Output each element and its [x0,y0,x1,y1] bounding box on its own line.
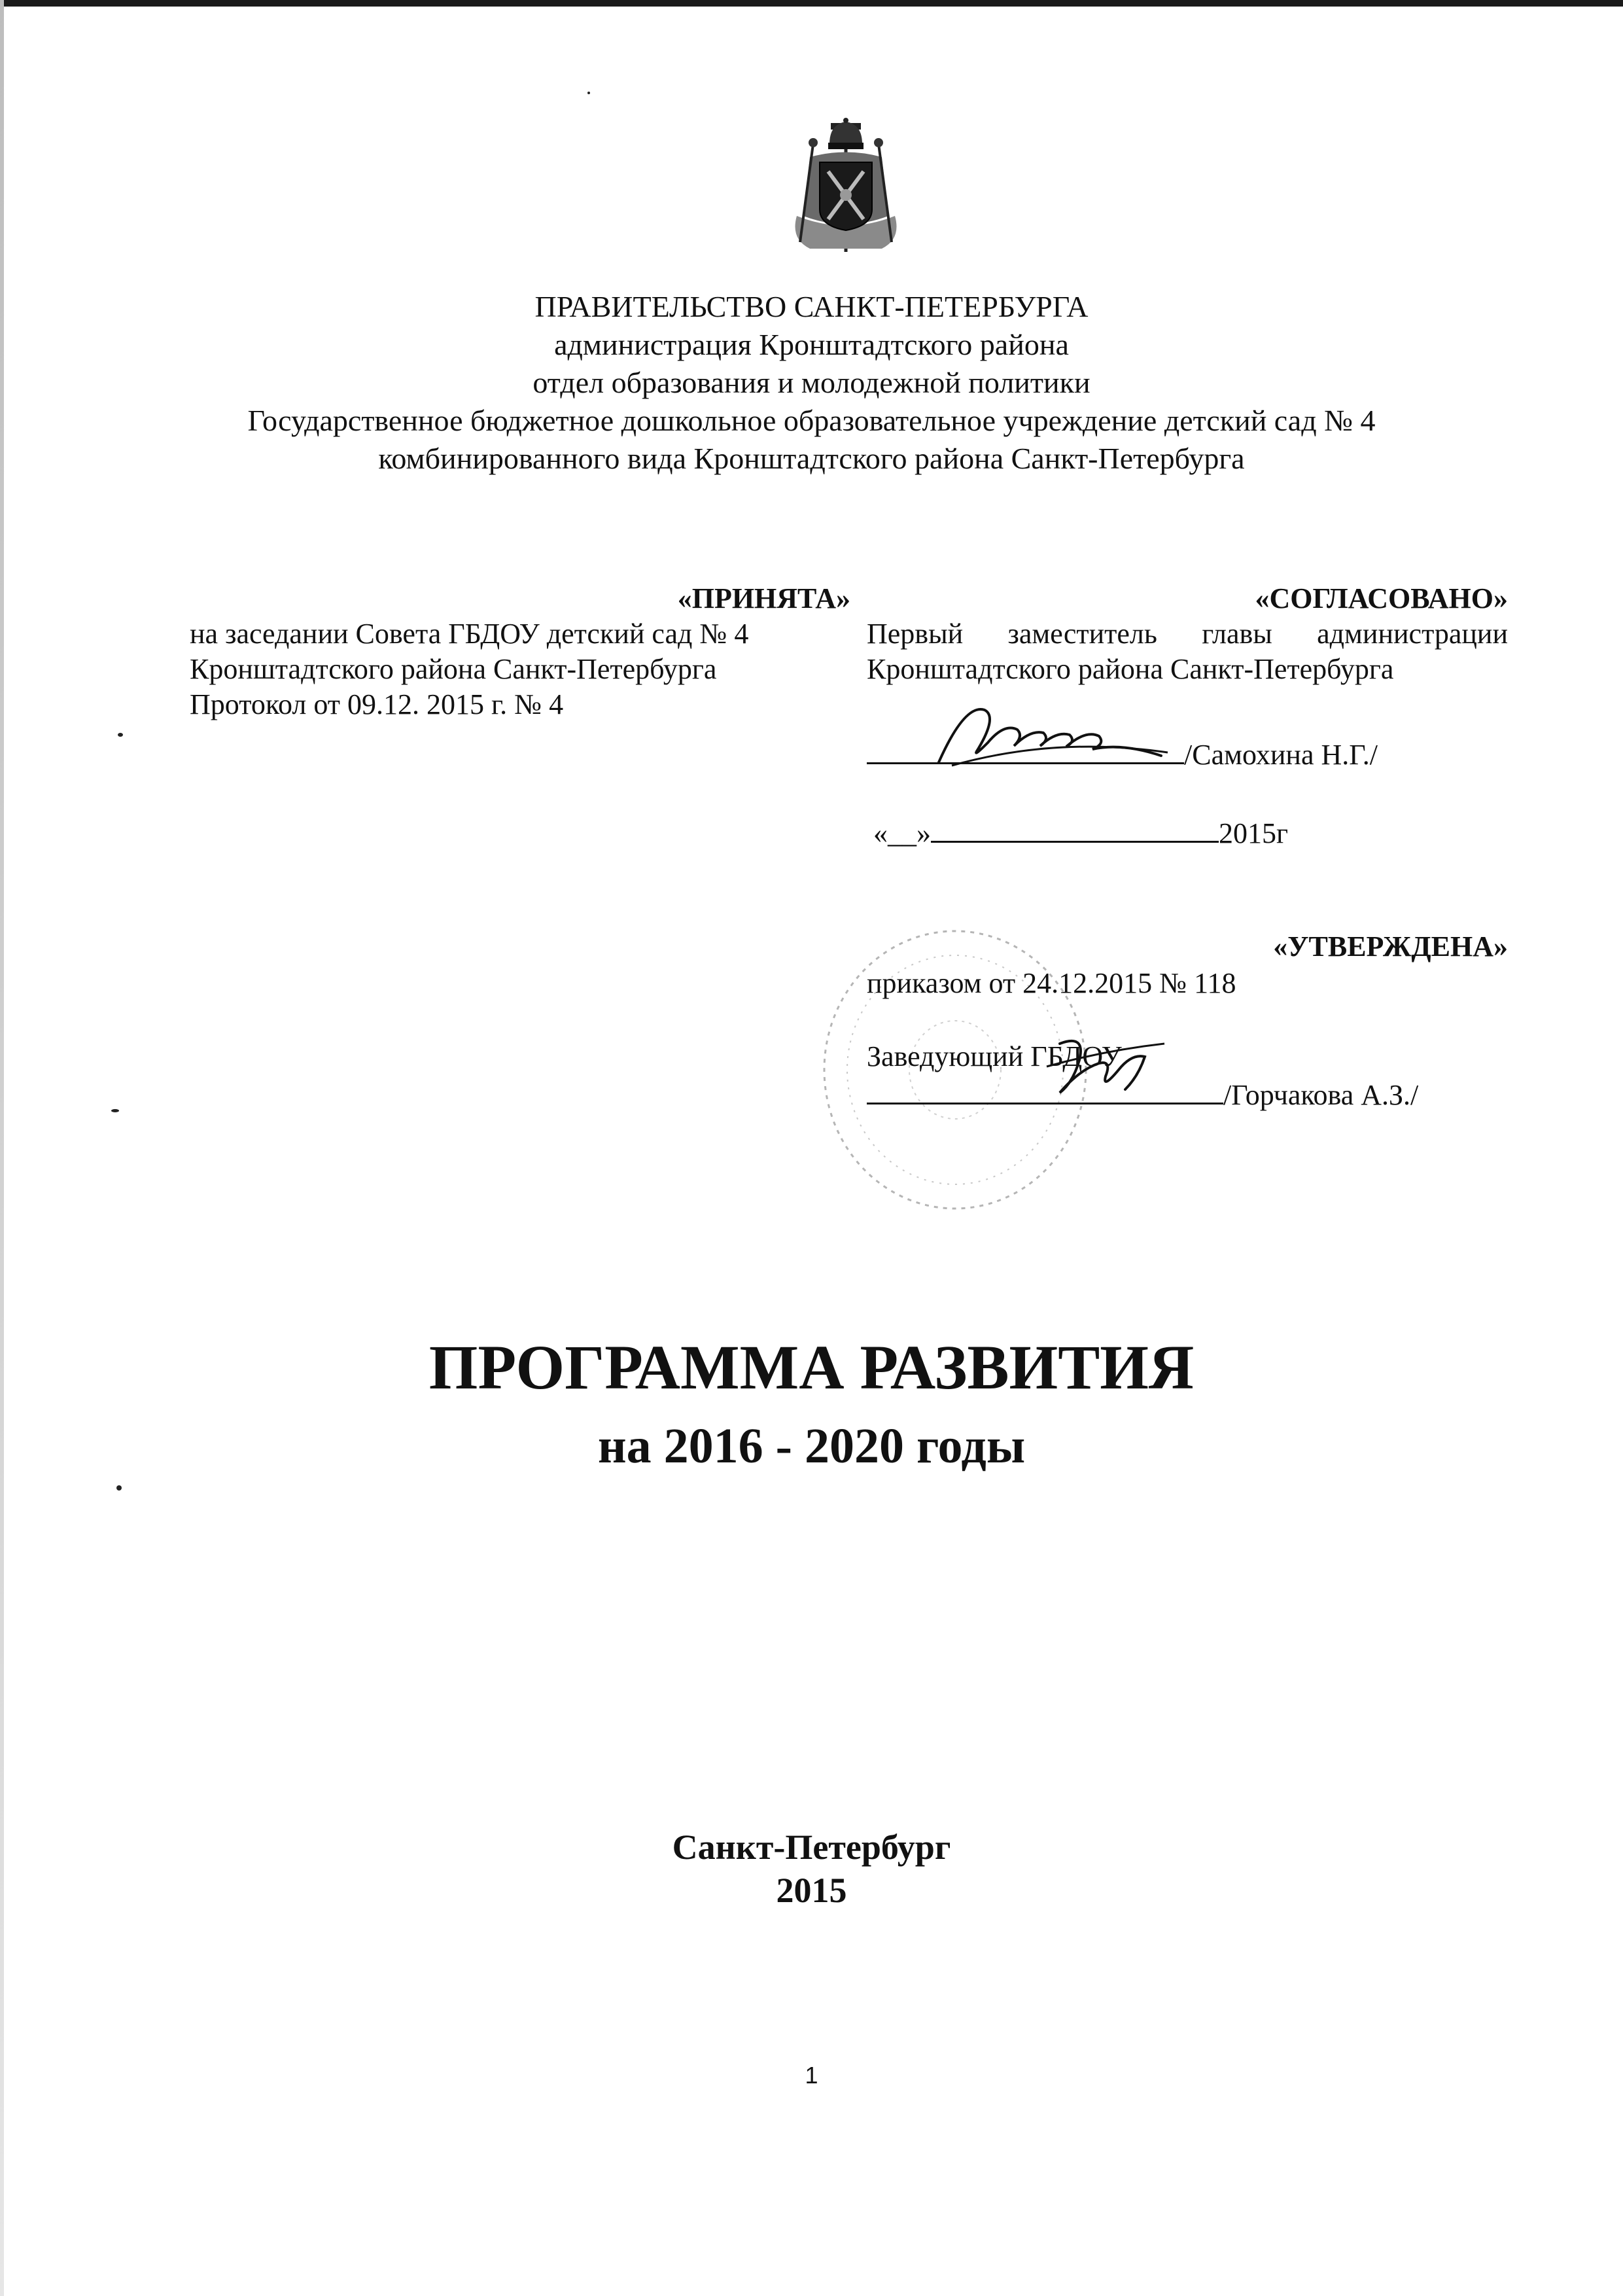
scan-edge-top [0,0,1623,7]
accepted-protocol: Протокол от 09.12. 2015 г. № 4 [190,688,564,720]
header-institution: Государственное бюджетное дошкольное образовательное учреждение детский сад № 4 [247,404,1376,437]
document-period: на 2016 - 2020 годы [597,1419,1026,1474]
approved-order: приказом от 24.12.2015 № 118 [867,967,1236,999]
signature-gorchakova-icon [1040,1031,1171,1103]
approved-signer: /Горчакова А.З./ [1223,1079,1419,1111]
city-year [0,1826,1623,1912]
agreed-title: «СОГЛАСОВАНО» [1255,582,1508,614]
scan-speck [587,92,590,94]
scan-speck [118,733,123,737]
city-name: Санкт-Петербург [672,1828,951,1867]
organization-header [0,288,1623,478]
accepted-block [190,581,850,722]
agreed-date-year: 2015г [1219,817,1289,849]
agreed-block [867,581,1508,687]
header-administration: администрация Кронштадтского района [554,328,1069,361]
date-underline [931,815,1219,843]
approved-role: Заведующий ГБДОУ [867,1040,1122,1072]
scan-speck [116,1485,122,1491]
signature-samokhina-icon [926,690,1174,769]
scan-speck [111,1109,119,1112]
document-title: ПРОГРАММА РАЗВИТИЯ [428,1332,1195,1402]
agreed-position: Первый заместитель главы администрации [867,618,1508,650]
agreed-date-line [873,815,1288,851]
document-year: 2015 [776,1871,847,1910]
header-institution-cont: комбинированного вида Кронштадтского района Санкт-Петербурга [378,442,1245,475]
page-number: 1 [805,2062,818,2089]
header-government: ПРАВИТЕЛЬСТВО САНКТ-ПЕТЕРБУРГА [534,290,1089,323]
accepted-line2: Кронштадтского района Санкт-Петербурга [190,653,717,685]
coat-of-arms-icon [784,118,908,255]
agreed-signer: /Самохина Н.Г./ [1184,739,1378,771]
approved-title: «УТВЕРЖДЕНА» [1273,930,1508,963]
accepted-title: «ПРИНЯТА» [677,582,850,614]
accepted-line1: на заседании Совета ГБДОУ детский сад № 4 [190,618,749,650]
agreed-district: Кронштадтского района Санкт-Петербурга [867,653,1394,685]
header-department: отдел образования и молодежной политики [532,366,1091,399]
agreed-date-day: «__» [873,817,931,849]
